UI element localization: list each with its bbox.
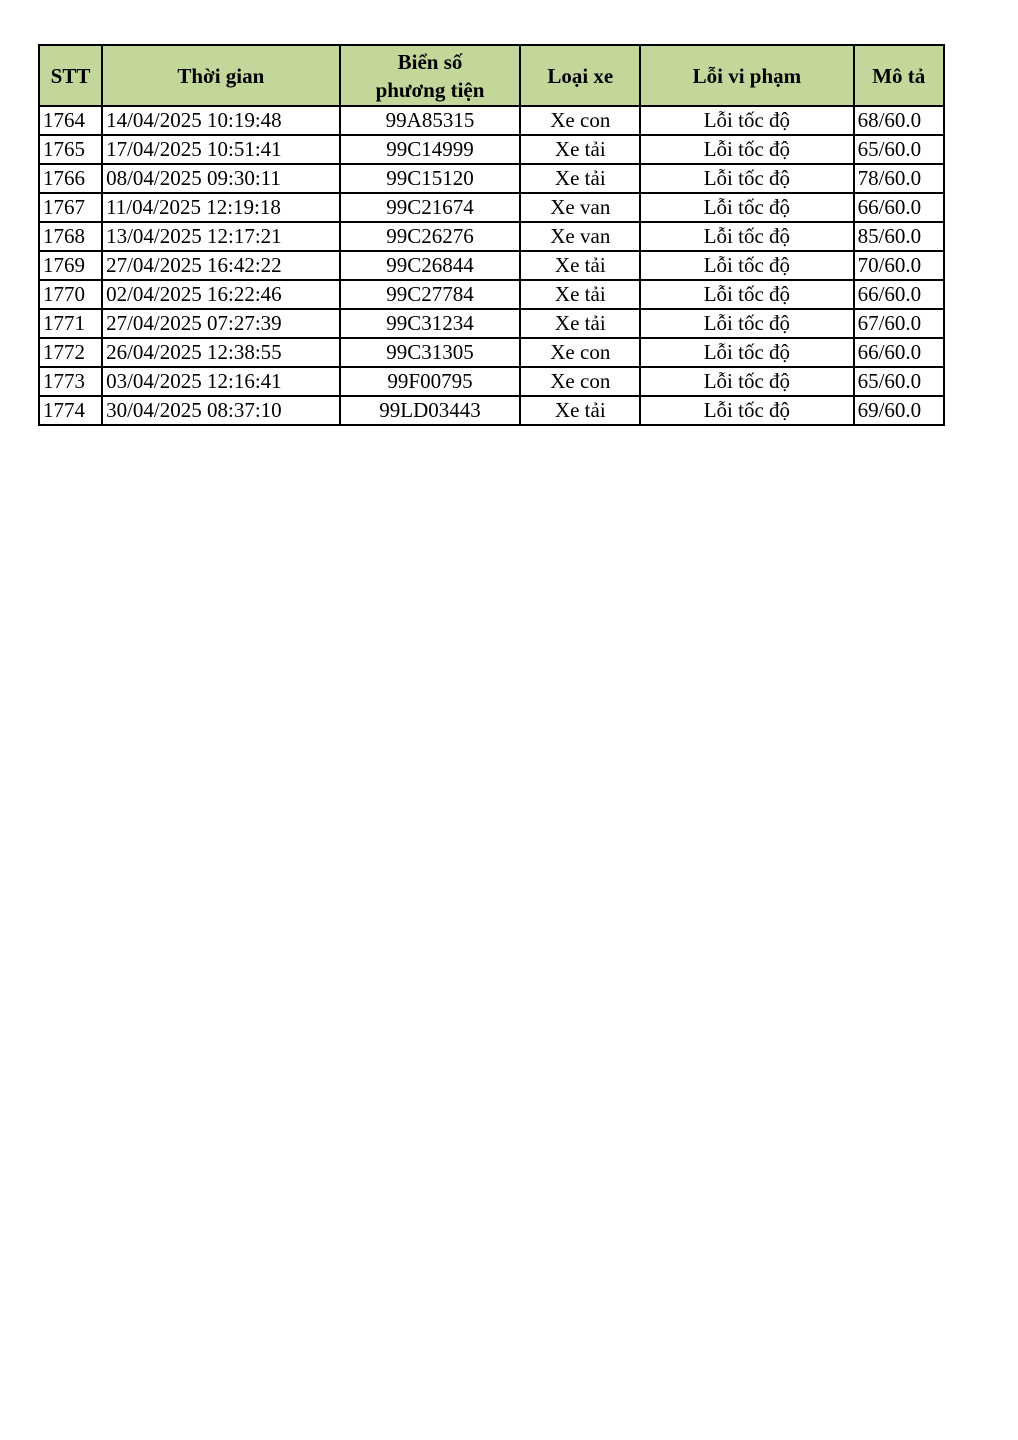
cell-plate: 99C14999: [340, 135, 521, 164]
cell-violation: Lỗi tốc độ: [640, 222, 853, 251]
cell-vehicle-type: Xe con: [520, 367, 640, 396]
table-row: [39, 164, 944, 193]
cell-description: 67/60.0: [854, 309, 944, 338]
cell-stt: 1766: [39, 164, 102, 193]
violations-table: [38, 44, 945, 426]
header-violation: Lỗi vi phạm: [640, 45, 853, 106]
cell-time: 11/04/2025 12:19:18: [102, 193, 340, 222]
header-row: [39, 45, 944, 106]
cell-vehicle-type: Xe con: [520, 338, 640, 367]
table-row: [39, 193, 944, 222]
cell-violation: Lỗi tốc độ: [640, 135, 853, 164]
cell-description: 85/60.0: [854, 222, 944, 251]
cell-plate: 99F00795: [340, 367, 521, 396]
cell-stt: 1772: [39, 338, 102, 367]
cell-vehicle-type: Xe tải: [520, 280, 640, 309]
cell-description: 68/60.0: [854, 106, 944, 135]
table-row: [39, 338, 944, 367]
cell-time: 13/04/2025 12:17:21: [102, 222, 340, 251]
cell-time: 17/04/2025 10:51:41: [102, 135, 340, 164]
cell-description: 65/60.0: [854, 367, 944, 396]
table-row: [39, 135, 944, 164]
cell-violation: Lỗi tốc độ: [640, 338, 853, 367]
cell-violation: Lỗi tốc độ: [640, 280, 853, 309]
header-plate-line2: phương tiện: [375, 77, 485, 102]
cell-time: 02/04/2025 16:22:46: [102, 280, 340, 309]
cell-plate: 99C21674: [340, 193, 521, 222]
cell-plate: 99C26276: [340, 222, 521, 251]
cell-stt: 1771: [39, 309, 102, 338]
table-row: [39, 367, 944, 396]
cell-plate: 99C26844: [340, 251, 521, 280]
cell-time: 03/04/2025 12:16:41: [102, 367, 340, 396]
cell-vehicle-type: Xe tải: [520, 135, 640, 164]
cell-time: 26/04/2025 12:38:55: [102, 338, 340, 367]
cell-vehicle-type: Xe tải: [520, 396, 640, 425]
cell-vehicle-type: Xe tải: [520, 251, 640, 280]
cell-time: 30/04/2025 08:37:10: [102, 396, 340, 425]
cell-plate: 99C31305: [340, 338, 521, 367]
cell-description: 66/60.0: [854, 338, 944, 367]
cell-plate: 99LD03443: [340, 396, 521, 425]
cell-time: 08/04/2025 09:30:11: [102, 164, 340, 193]
cell-plate: 99C15120: [340, 164, 521, 193]
cell-stt: 1774: [39, 396, 102, 425]
table-row: [39, 396, 944, 425]
table-row: [39, 280, 944, 309]
header-plate: [340, 45, 521, 106]
cell-description: 66/60.0: [854, 280, 944, 309]
table-row: [39, 106, 944, 135]
cell-violation: Lỗi tốc độ: [640, 251, 853, 280]
header-description: Mô tả: [854, 45, 944, 106]
header-stt: STT: [39, 45, 102, 106]
table-row: [39, 309, 944, 338]
cell-violation: Lỗi tốc độ: [640, 309, 853, 338]
cell-time: 14/04/2025 10:19:48: [102, 106, 340, 135]
cell-stt: 1768: [39, 222, 102, 251]
cell-stt: 1767: [39, 193, 102, 222]
cell-plate: 99A85315: [340, 106, 521, 135]
cell-description: 65/60.0: [854, 135, 944, 164]
table-row: [39, 222, 944, 251]
table-row: [39, 251, 944, 280]
cell-plate: 99C27784: [340, 280, 521, 309]
header-time: Thời gian: [102, 45, 340, 106]
cell-violation: Lỗi tốc độ: [640, 164, 853, 193]
cell-violation: Lỗi tốc độ: [640, 193, 853, 222]
cell-stt: 1765: [39, 135, 102, 164]
cell-violation: Lỗi tốc độ: [640, 106, 853, 135]
cell-description: 66/60.0: [854, 193, 944, 222]
cell-stt: 1770: [39, 280, 102, 309]
cell-time: 27/04/2025 07:27:39: [102, 309, 340, 338]
cell-stt: 1764: [39, 106, 102, 135]
cell-time: 27/04/2025 16:42:22: [102, 251, 340, 280]
cell-vehicle-type: Xe tải: [520, 164, 640, 193]
cell-vehicle-type: Xe con: [520, 106, 640, 135]
cell-violation: Lỗi tốc độ: [640, 396, 853, 425]
header-vehicle-type: Loại xe: [520, 45, 640, 106]
cell-plate: 99C31234: [340, 309, 521, 338]
cell-violation: Lỗi tốc độ: [640, 367, 853, 396]
header-plate-line1: Biển số: [397, 49, 463, 74]
cell-stt: 1769: [39, 251, 102, 280]
cell-vehicle-type: Xe van: [520, 222, 640, 251]
cell-vehicle-type: Xe van: [520, 193, 640, 222]
cell-description: 69/60.0: [854, 396, 944, 425]
cell-vehicle-type: Xe tải: [520, 309, 640, 338]
cell-description: 70/60.0: [854, 251, 944, 280]
cell-stt: 1773: [39, 367, 102, 396]
cell-description: 78/60.0: [854, 164, 944, 193]
